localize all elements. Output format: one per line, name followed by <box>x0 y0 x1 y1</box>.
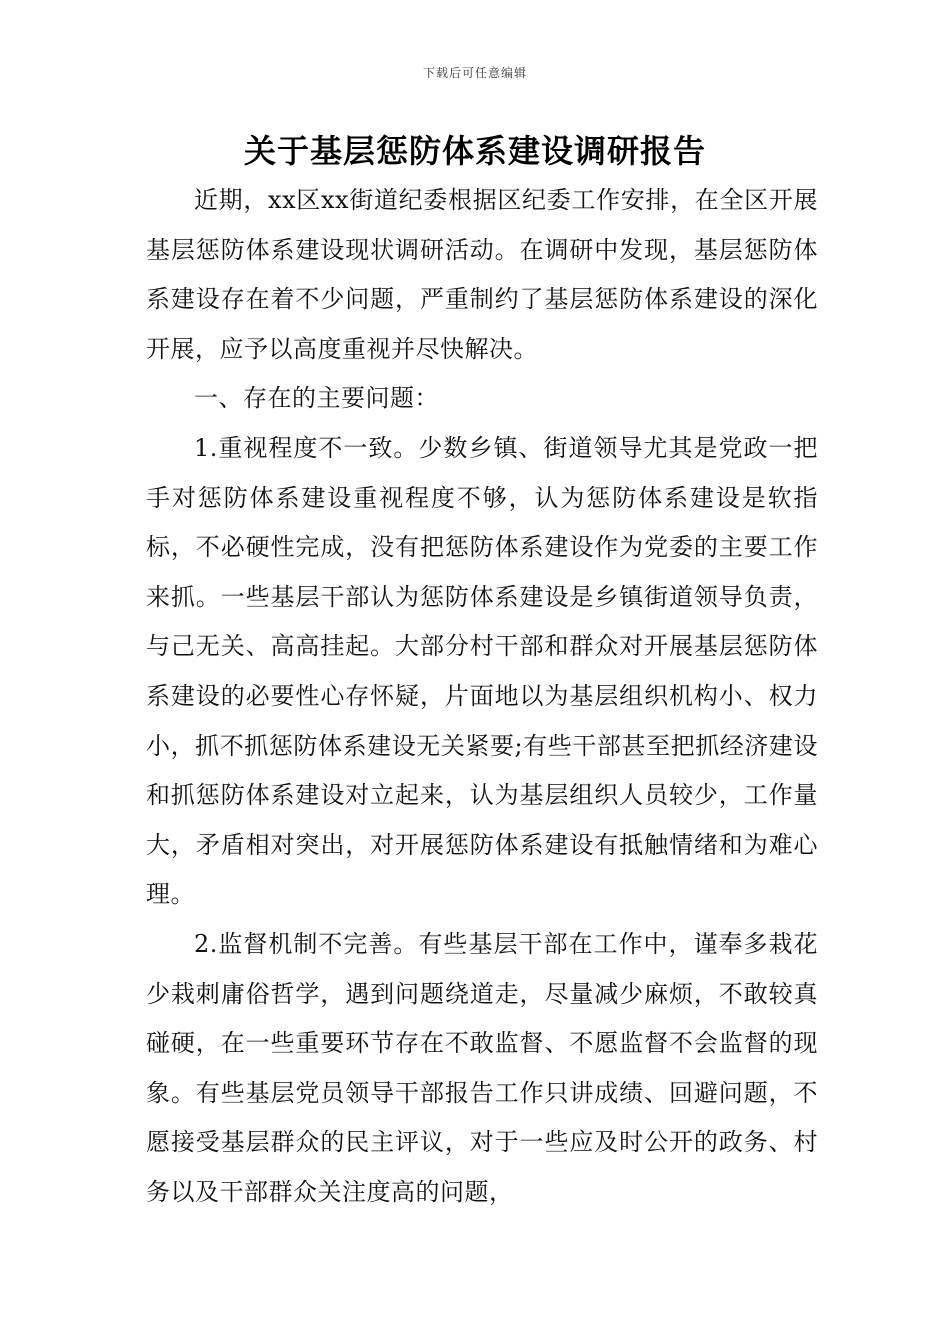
paragraph-point-2: 2.监督机制不完善。有些基层干部在工作中，谨奉多栽花少栽刺庸俗哲学，遇到问题绕道走，尽量减少麻烦，不敢较真碰硬，在一些重要环节存在不敢监督、不愿监督不会监督的现象。有些基层党员领导干部报告工作只讲成绩、回避问题，不愿接受基层群众的民主评议，对于一些应及时公开的政务、村务以及干部群众关注度高的问题， <box>146 929 818 1206</box>
document-body <box>146 176 818 1217</box>
document-title: 关于基层惩防体系建设调研报告 <box>243 132 706 170</box>
paragraph-point-1: 1.重视程度不一致。少数乡镇、街道领导尤其是党政一把手对惩防体系建设重视程度不够，认为惩防体系建设是软指标，不必硬性完成，没有把惩防体系建设作为党委的主要工作来抓。一些基层干部认为惩防体系建设是乡镇街道领导负责，与己无关、高高挂起。大部分村干部和群众对开展基层惩防体系建设的必要性心存怀疑，片面地以为基层组织机构小、权力小，抓不抓惩防体系建设无关紧要;有些干部甚至把抓经济建设和抓惩防体系建设对立起来，认为基层组织人员较少，工作量大，矛盾相对突出，对开展惩防体系建设有抵触情绪和为难心理。 <box>146 433 818 909</box>
section-heading-problems: 一、存在的主要问题： <box>194 384 439 413</box>
header-note: 下载后可任意编辑 <box>422 66 527 80</box>
paragraph-intro: 近期，xx区xx街道纪委根据区纪委工作安排，在全区开展基层惩防体系建设现状调研活动。在调研中发现，基层惩防体系建设存在着不少问题，严重制约了基层惩防体系建设的深化开展，应予以高度重视并尽快解决。 <box>146 186 818 363</box>
